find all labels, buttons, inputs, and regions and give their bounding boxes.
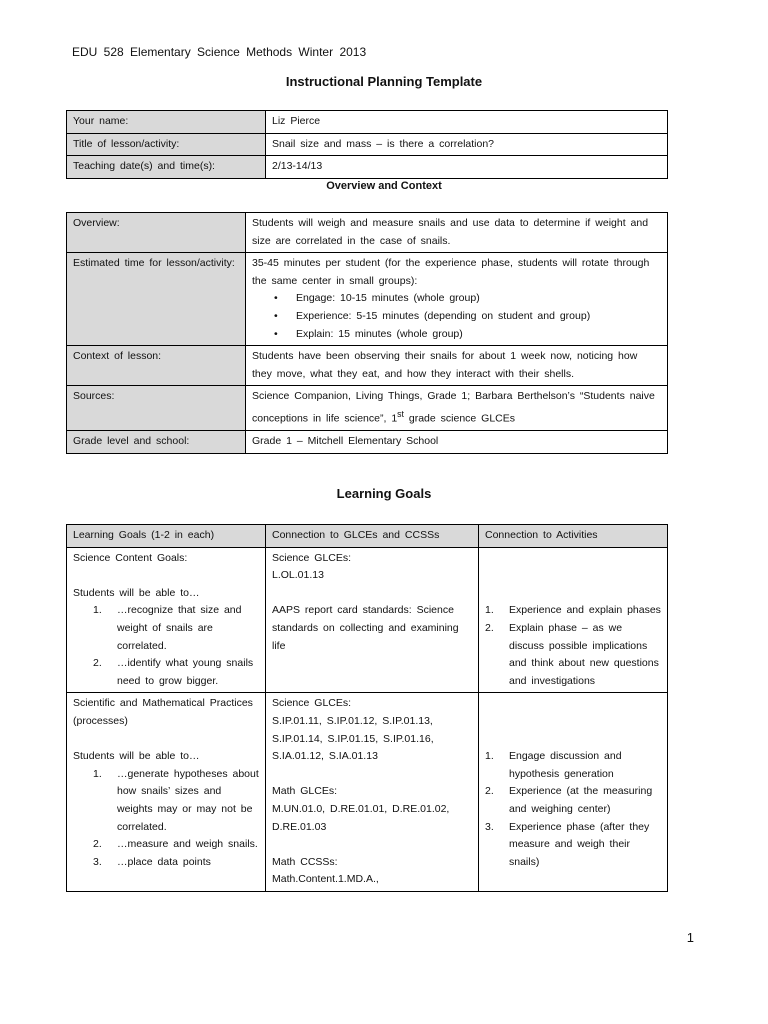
list-item: • Explain: 15 minutes (whole group) bbox=[274, 326, 661, 344]
item-text: …place data points bbox=[117, 855, 211, 868]
list-item bbox=[93, 655, 259, 690]
item-number: 2. bbox=[485, 785, 494, 798]
learning-goals-heading: Learning Goals bbox=[336, 486, 432, 501]
page-number: 1 bbox=[686, 930, 694, 945]
info-label: Teaching date(s) and time(s): bbox=[67, 156, 266, 179]
math-ccss-title: Math CCSSs: bbox=[272, 855, 338, 868]
aaps-text: AAPS report card standards: Science standards on collecting and examining life bbox=[272, 604, 459, 652]
table-row bbox=[67, 156, 668, 179]
glce-code: L.OL.01.13 bbox=[272, 569, 324, 582]
activities-cell bbox=[479, 693, 668, 892]
time-intro: 35-45 minutes per student (for the experience phase, students will rotate through the same center in small groups): bbox=[252, 257, 650, 287]
goal-intro: Students will be able to… bbox=[73, 750, 200, 763]
sources-text: Science Companion, Living Things, Grade 1; Barbara Berthelson’s “Students naive conceptions in life science”, 1 bbox=[252, 390, 655, 425]
time-list bbox=[252, 290, 661, 343]
goal-intro: Students will be able to… bbox=[73, 586, 200, 599]
column-header: Learning Goals (1-2 in each) bbox=[67, 525, 266, 548]
list-item bbox=[485, 819, 661, 872]
info-value: Snail size and mass – is there a correlation? bbox=[266, 133, 668, 156]
list-item: • Experience: 5-15 minutes (depending on student and group) bbox=[274, 308, 661, 326]
item-text: …recognize that size and weight of snails are correlated. bbox=[117, 604, 242, 652]
item-number: 1. bbox=[93, 604, 102, 617]
list-item bbox=[485, 783, 661, 818]
item-text: …measure and weigh snails. bbox=[117, 838, 258, 851]
goal-title: Scientific and Mathematical Practices (processes) bbox=[73, 697, 253, 727]
info-label: Title of lesson/activity: bbox=[67, 133, 266, 156]
activities-cell bbox=[479, 547, 668, 693]
table-row bbox=[67, 346, 668, 386]
list-item bbox=[93, 854, 259, 872]
table-row bbox=[67, 386, 668, 431]
science-glce-title: Science GLCEs: bbox=[272, 697, 352, 710]
item-number: 1. bbox=[93, 767, 102, 780]
math-ccss-codes: Math.Content.1.MD.A., bbox=[272, 873, 379, 886]
overview-text: Students will weigh and measure snails and use data to determine if weight and size are correlated in the case of snails. bbox=[246, 213, 668, 253]
context-label: Context of lesson: bbox=[67, 346, 246, 386]
goal-title: Science Content Goals: bbox=[73, 551, 188, 564]
item-text: Engage discussion and hypothesis generation bbox=[509, 750, 622, 780]
course-header: EDU 528 Elementary Science Methods Winter 2013 bbox=[72, 45, 367, 59]
table-header-row bbox=[67, 525, 668, 548]
info-table bbox=[66, 110, 668, 179]
sources-text-end: grade science GLCEs bbox=[403, 412, 516, 425]
goals-cell bbox=[67, 693, 266, 892]
goals-table bbox=[66, 524, 668, 892]
item-number: 3. bbox=[93, 855, 102, 868]
item-number: 2. bbox=[93, 838, 102, 851]
list-item bbox=[485, 620, 661, 690]
overview-table bbox=[66, 212, 668, 454]
activity-list bbox=[485, 748, 661, 871]
list-item: • Engage: 10-15 minutes (whole group) bbox=[274, 290, 661, 308]
grade-label: Grade level and school: bbox=[67, 431, 246, 454]
list-item bbox=[485, 602, 661, 620]
page-title: Instructional Planning Template bbox=[285, 74, 483, 89]
table-row bbox=[67, 133, 668, 156]
list-item bbox=[485, 748, 661, 783]
list-item bbox=[93, 836, 259, 854]
sources-sup: st bbox=[397, 408, 404, 419]
item-text: Explain phase – as we discuss possible implications and think about new questions and investigations bbox=[509, 621, 659, 687]
table-row bbox=[67, 253, 668, 346]
overview-heading: Overview and Context bbox=[326, 180, 442, 192]
table-row bbox=[67, 547, 668, 693]
list-item bbox=[93, 602, 259, 655]
column-header: Connection to Activities bbox=[479, 525, 668, 548]
math-glce-codes: M.UN.01.0, D.RE.01.01, D.RE.01.02, D.RE.01.03 bbox=[272, 802, 450, 833]
glce-cell bbox=[266, 693, 479, 892]
time-cell bbox=[246, 253, 668, 346]
item-text: Experience (at the measuring and weighing center) bbox=[509, 785, 653, 815]
info-label: Your name: bbox=[67, 111, 266, 134]
column-header: Connection to GLCEs and CCSSs bbox=[266, 525, 479, 548]
grade-text: Grade 1 – Mitchell Elementary School bbox=[246, 431, 668, 454]
math-glce-title: Math GLCEs: bbox=[272, 785, 338, 798]
context-text: Students have been observing their snails for about 1 week now, noticing how they move, what they eat, and how they interact with their shells. bbox=[246, 346, 668, 386]
activity-list bbox=[485, 602, 661, 690]
item-number: 1. bbox=[485, 750, 494, 763]
item-number: 3. bbox=[485, 820, 494, 833]
table-row bbox=[67, 111, 668, 134]
table-row bbox=[67, 213, 668, 253]
glce-title: Science GLCEs: bbox=[272, 551, 352, 564]
item-text: …generate hypotheses about how snails’ sizes and weights may or may not be correlated. bbox=[117, 767, 259, 833]
item-text: Experience and explain phases bbox=[509, 604, 661, 617]
table-row bbox=[67, 693, 668, 892]
goal-list bbox=[73, 766, 259, 872]
time-label: Estimated time for lesson/activity: bbox=[67, 253, 246, 346]
sources-label: Sources: bbox=[67, 386, 246, 431]
sources-cell bbox=[246, 386, 668, 431]
glce-cell bbox=[266, 547, 479, 693]
goals-cell bbox=[67, 547, 266, 693]
list-item bbox=[93, 766, 259, 836]
item-number: 2. bbox=[93, 657, 102, 670]
info-value: Liz Pierce bbox=[266, 111, 668, 134]
item-text: …identify what young snails need to grow bigger. bbox=[117, 657, 254, 687]
overview-label: Overview: bbox=[67, 213, 246, 253]
goal-list bbox=[73, 602, 259, 690]
science-glce-codes: S.IP.01.11, S.IP.01.12, S.IP.01.13, S.IP.01.14, S.IP.01.15, S.IP.01.16, S.IA.01.12, S.IA.01.13 bbox=[272, 714, 434, 763]
info-value: 2/13-14/13 bbox=[266, 156, 668, 179]
table-row bbox=[67, 431, 668, 454]
item-number: 2. bbox=[485, 621, 494, 634]
item-text: Experience phase (after they measure and weigh their snails) bbox=[509, 820, 650, 868]
item-number: 1. bbox=[485, 604, 494, 617]
